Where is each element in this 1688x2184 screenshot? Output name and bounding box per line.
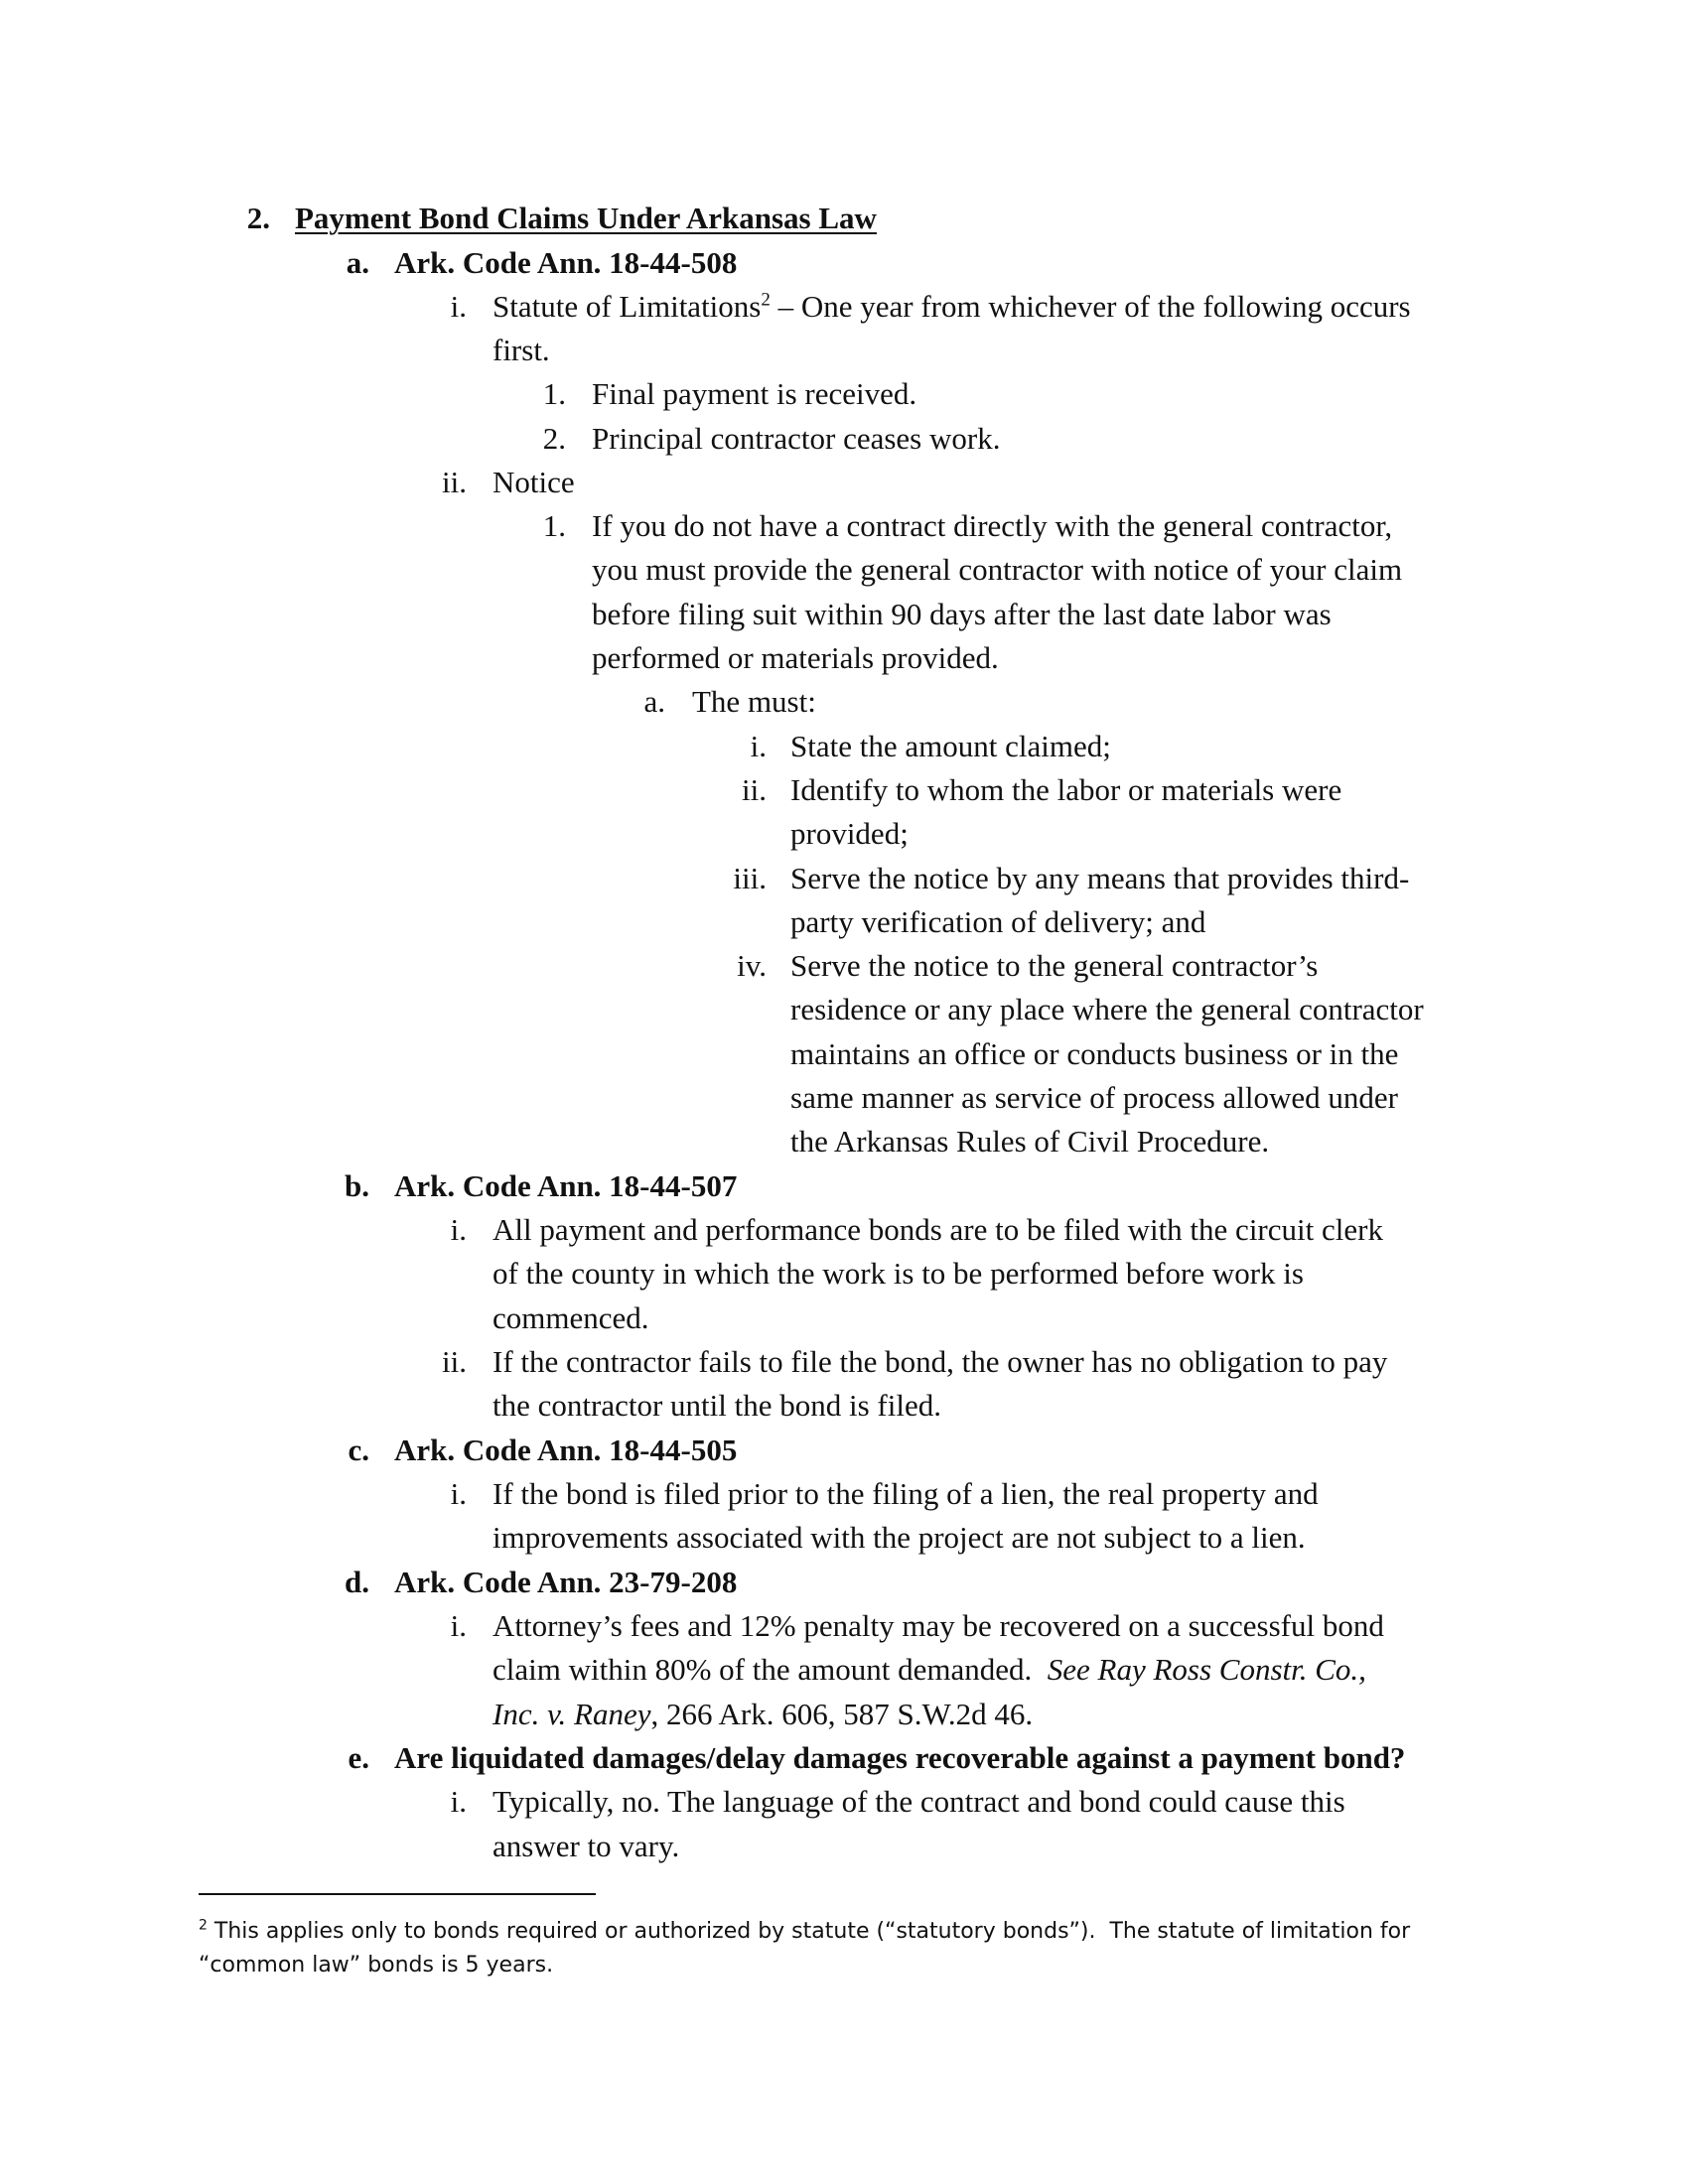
- footnote-text: This applies only to bonds required or authorized by statute (“statutory bonds”). The statute of limitation for: [207, 1919, 1411, 1944]
- notice-req-line: Serve the notice to the general contractor’s: [790, 948, 1319, 983]
- statute-of-limitations-rest: – One year from whichever of the following occurs: [770, 289, 1411, 324]
- item-a-ii-1-a-text: The must:: [692, 684, 816, 719]
- item-a-ii-marker: ii.: [442, 465, 467, 499]
- item-e-i-marker: i.: [450, 1784, 467, 1819]
- item-a-i-cont: first.: [492, 333, 550, 367]
- notice-req-line: Serve the notice by any means that provides third-: [790, 861, 1410, 895]
- footnote-line: “common law” bonds is 5 years.: [199, 1953, 554, 1978]
- notice-req-line: party verification of delivery; and: [790, 904, 1206, 939]
- case-citation: Inc. v. Raney: [492, 1697, 651, 1731]
- item-b-ii-line: the contractor until the bond is filed.: [492, 1388, 941, 1423]
- item-a-i-marker: i.: [450, 289, 467, 324]
- citation-intro: claim within 80% of the amount demanded.: [492, 1652, 1048, 1687]
- item-a-i-2-text: Principal contractor ceases work.: [592, 421, 1001, 456]
- item-a-ii-1-line: performed or materials provided.: [592, 640, 999, 675]
- notice-req-marker: i.: [750, 729, 767, 763]
- item-c-i-marker: i.: [450, 1476, 467, 1511]
- notice-req-line: State the amount claimed;: [790, 729, 1111, 763]
- item-c-heading: Ark. Code Ann. 18-44-505: [394, 1433, 738, 1467]
- item-a-ii-1-line: before filing suit within 90 days after the last date labor was: [592, 597, 1332, 631]
- statute-of-limitations-label: Statute of Limitations: [492, 289, 762, 324]
- item-a-i-2-marker: 2.: [542, 421, 566, 456]
- item-a-i-text: [492, 285, 1411, 329]
- item-a-i-1-text: Final payment is received.: [592, 376, 917, 411]
- item-e-i-line: Typically, no. The language of the contract and bond could cause this: [492, 1784, 1345, 1819]
- notice-req-line: Identify to whom the labor or materials were: [790, 772, 1342, 807]
- item-a-heading: Ark. Code Ann. 18-44-508: [394, 245, 738, 280]
- footnote-number: 2: [199, 1917, 208, 1934]
- item-a-i-1-marker: 1.: [542, 376, 566, 411]
- notice-req-line: maintains an office or conducts business or in the: [790, 1036, 1399, 1071]
- item-d-marker: d.: [345, 1565, 369, 1599]
- item-b-i-marker: i.: [450, 1212, 467, 1247]
- footnote-line: [199, 1915, 1410, 1949]
- item-c-marker: c.: [348, 1433, 369, 1467]
- item-b-ii-line: If the contractor fails to file the bond, the owner has no obligation to pay: [492, 1344, 1388, 1379]
- notice-req-line: the Arkansas Rules of Civil Procedure.: [790, 1124, 1270, 1159]
- item-d-i-line: Attorney’s fees and 12% penalty may be recovered on a successful bond: [492, 1608, 1384, 1643]
- case-citation: See Ray Ross Constr. Co.,: [1047, 1652, 1366, 1687]
- item-d-heading: Ark. Code Ann. 23-79-208: [394, 1565, 738, 1599]
- notice-req-line: provided;: [790, 816, 909, 851]
- item-b-i-line: All payment and performance bonds are to be filed with the circuit clerk: [492, 1212, 1383, 1247]
- item-d-i-line: [492, 1648, 1366, 1692]
- item-a-ii-1-line: If you do not have a contract directly with the general contractor,: [592, 508, 1393, 543]
- footnote-separator: [199, 1893, 596, 1895]
- notice-req-line: same manner as service of process allowed under: [790, 1080, 1399, 1115]
- item-a-ii-text: Notice: [492, 465, 575, 499]
- item-b-marker: b.: [345, 1168, 369, 1203]
- item-a-marker: a.: [346, 245, 369, 280]
- notice-req-line: residence or any place where the general contractor: [790, 992, 1424, 1026]
- item-b-i-line: commenced.: [492, 1300, 649, 1335]
- item-e-i-line: answer to vary.: [492, 1829, 680, 1863]
- item-a-ii-1-line: you must provide the general contractor with notice of your claim: [592, 552, 1403, 587]
- item-c-i-line: improvements associated with the project are not subject to a lien.: [492, 1520, 1306, 1555]
- item-b-ii-marker: ii.: [442, 1344, 467, 1379]
- section-title: Payment Bond Claims Under Arkansas Law: [295, 201, 877, 235]
- item-c-i-line: If the bond is filed prior to the filing of a lien, the real property and: [492, 1476, 1319, 1511]
- item-d-i-line: [492, 1693, 1033, 1736]
- item-e-heading: Are liquidated damages/delay damages recoverable against a payment bond?: [394, 1740, 1406, 1775]
- reporter-citation: , 266 Ark. 606, 587 S.W.2d 46.: [650, 1697, 1034, 1731]
- footnote-ref[interactable]: 2: [761, 289, 771, 311]
- notice-req-marker: ii.: [742, 772, 767, 807]
- item-e-marker: e.: [348, 1740, 369, 1775]
- item-b-heading: Ark. Code Ann. 18-44-507: [394, 1168, 738, 1203]
- item-b-i-line: of the county in which the work is to be performed before work is: [492, 1256, 1304, 1291]
- section-number: 2.: [246, 201, 270, 235]
- item-a-ii-1-a-marker: a.: [643, 684, 665, 719]
- notice-req-marker: iv.: [737, 948, 767, 983]
- item-d-i-marker: i.: [450, 1608, 467, 1643]
- item-a-ii-1-marker: 1.: [542, 508, 566, 543]
- notice-req-marker: iii.: [733, 861, 767, 895]
